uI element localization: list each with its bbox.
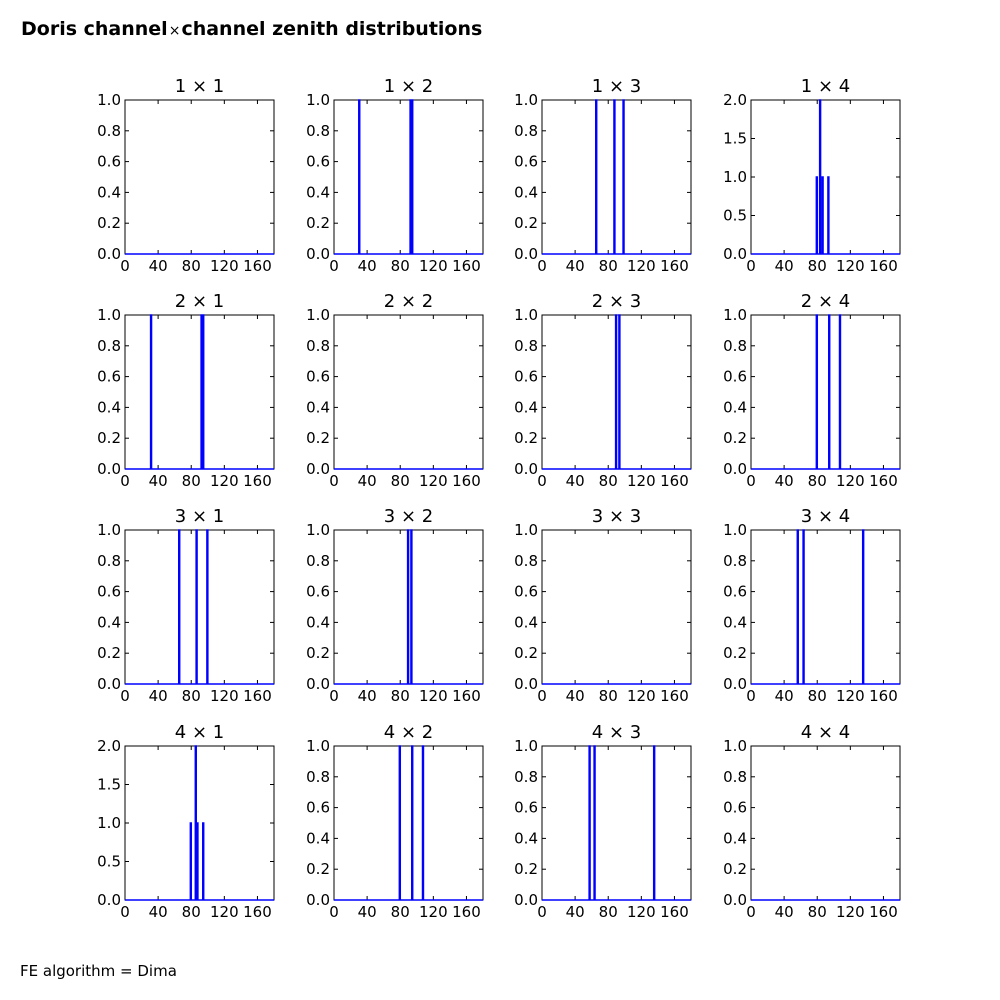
x-tick-label: 160 <box>660 903 689 921</box>
x-tick-label: 80 <box>598 472 618 490</box>
x-tick-label: 120 <box>627 687 656 705</box>
y-tick-label: 0.6 <box>306 367 330 386</box>
x-tick-label: 80 <box>598 903 618 921</box>
y-tick-label: 0.4 <box>306 183 330 202</box>
y-tick-label: 0.8 <box>306 767 330 786</box>
y-tick-label: 0.0 <box>514 891 538 909</box>
y-tick-label: 0.8 <box>306 121 330 140</box>
y-tick-label: 1.0 <box>97 814 121 832</box>
panel-2x3 <box>514 291 691 490</box>
panel-title: 2 × 3 <box>591 291 642 312</box>
x-tick-label: 40 <box>357 903 377 921</box>
x-tick-label: 160 <box>243 472 272 490</box>
histogram-series <box>125 746 274 900</box>
y-tick-label: 0.8 <box>514 336 538 355</box>
y-tick-label: 1.5 <box>97 775 121 794</box>
panel-4x2 <box>306 722 483 921</box>
x-tick-label: 160 <box>243 257 272 275</box>
x-tick-label: 120 <box>627 257 656 275</box>
histogram-series <box>751 315 900 469</box>
x-tick-label: 80 <box>181 257 201 275</box>
y-tick-label: 0.2 <box>97 429 121 448</box>
panel-title: 4 × 4 <box>800 722 851 743</box>
axes-frame <box>751 100 900 254</box>
y-tick-label: 0.4 <box>514 829 538 848</box>
x-tick-label: 120 <box>419 903 448 921</box>
x-tick-label: 160 <box>660 687 689 705</box>
y-tick-label: 0.0 <box>723 891 747 909</box>
panel-title: 3 × 2 <box>383 506 434 527</box>
x-tick-label: 80 <box>181 472 201 490</box>
x-tick-label: 40 <box>357 257 377 275</box>
y-tick-label: 0.8 <box>723 767 747 786</box>
panel-1x2 <box>306 76 483 275</box>
x-tick-label: 0 <box>537 903 547 921</box>
figure-title-part1: Doris channel <box>21 18 168 40</box>
axes-frame <box>751 746 900 900</box>
y-tick-label: 0.2 <box>723 429 747 448</box>
panel-title: 2 × 2 <box>383 291 434 312</box>
y-tick-label: 0.2 <box>97 214 121 233</box>
y-tick-label: 0.0 <box>306 245 330 263</box>
y-tick-label: 0.4 <box>97 398 121 417</box>
y-tick-label: 0.8 <box>723 551 747 570</box>
histogram-series <box>751 530 900 684</box>
y-tick-label: 0.4 <box>97 183 121 202</box>
panel-title: 3 × 4 <box>800 506 851 527</box>
x-tick-label: 120 <box>210 903 239 921</box>
histogram-series <box>125 530 274 684</box>
panel-3x1 <box>97 506 274 705</box>
y-tick-label: 0.2 <box>306 214 330 233</box>
x-tick-label: 0 <box>329 257 339 275</box>
y-tick-label: 0.5 <box>97 852 121 871</box>
x-tick-label: 0 <box>746 903 756 921</box>
y-tick-label: 0.0 <box>514 675 538 693</box>
x-tick-label: 40 <box>565 472 585 490</box>
x-tick-label: 160 <box>869 257 898 275</box>
y-tick-label: 0.8 <box>514 551 538 570</box>
figure-footer: FE algorithm = Dima <box>20 962 177 980</box>
x-tick-label: 80 <box>390 903 410 921</box>
y-tick-label: 0.4 <box>306 829 330 848</box>
y-tick-label: 0.4 <box>723 829 747 848</box>
histogram-series <box>751 100 900 254</box>
y-tick-label: 1.0 <box>97 521 121 539</box>
panel-3x3 <box>514 506 691 705</box>
x-tick-label: 120 <box>210 257 239 275</box>
y-tick-label: 1.0 <box>97 91 121 109</box>
x-tick-label: 40 <box>357 472 377 490</box>
panel-4x1 <box>97 722 274 921</box>
y-tick-label: 0.8 <box>723 336 747 355</box>
y-tick-label: 0.0 <box>306 675 330 693</box>
y-tick-label: 1.0 <box>723 306 747 324</box>
panel-2x1 <box>97 291 274 490</box>
x-tick-label: 120 <box>210 687 239 705</box>
x-tick-label: 40 <box>148 687 168 705</box>
y-tick-label: 0.6 <box>723 582 747 601</box>
x-tick-label: 80 <box>807 257 827 275</box>
y-tick-label: 1.0 <box>306 91 330 109</box>
histogram-series <box>334 530 483 684</box>
y-tick-label: 0.4 <box>723 398 747 417</box>
x-tick-label: 80 <box>390 687 410 705</box>
y-tick-label: 0.0 <box>514 460 538 478</box>
y-tick-label: 0.8 <box>514 767 538 786</box>
axes-frame <box>334 746 483 900</box>
panel-2x4 <box>723 291 900 490</box>
x-tick-label: 160 <box>869 903 898 921</box>
x-tick-label: 160 <box>660 257 689 275</box>
x-tick-label: 120 <box>836 472 865 490</box>
y-tick-label: 0.6 <box>306 798 330 817</box>
x-tick-label: 120 <box>836 257 865 275</box>
y-tick-label: 0.6 <box>97 152 121 171</box>
y-tick-label: 1.0 <box>97 306 121 324</box>
y-tick-label: 0.8 <box>306 336 330 355</box>
x-tick-label: 0 <box>329 903 339 921</box>
x-tick-label: 40 <box>148 472 168 490</box>
panel-1x1 <box>97 76 274 275</box>
x-tick-label: 120 <box>627 472 656 490</box>
x-tick-label: 80 <box>390 257 410 275</box>
y-tick-label: 0.2 <box>514 214 538 233</box>
y-tick-label: 0.6 <box>514 582 538 601</box>
y-tick-label: 1.0 <box>514 737 538 755</box>
x-tick-label: 120 <box>836 903 865 921</box>
y-tick-label: 0.4 <box>514 183 538 202</box>
x-tick-label: 160 <box>869 472 898 490</box>
x-tick-label: 160 <box>243 903 272 921</box>
x-tick-label: 40 <box>148 257 168 275</box>
x-tick-label: 0 <box>537 472 547 490</box>
y-tick-label: 0.8 <box>306 551 330 570</box>
x-tick-label: 80 <box>807 687 827 705</box>
x-tick-label: 80 <box>390 472 410 490</box>
x-tick-label: 160 <box>869 687 898 705</box>
x-tick-label: 120 <box>419 257 448 275</box>
y-tick-label: 0.4 <box>723 613 747 632</box>
panel-3x4 <box>723 506 900 705</box>
panel-title: 3 × 3 <box>591 506 642 527</box>
x-tick-label: 0 <box>746 472 756 490</box>
panel-title: 4 × 2 <box>383 722 434 743</box>
x-tick-label: 160 <box>243 687 272 705</box>
y-tick-label: 0.4 <box>514 613 538 632</box>
x-tick-label: 120 <box>836 687 865 705</box>
axes-frame <box>542 530 691 684</box>
x-tick-label: 80 <box>807 472 827 490</box>
x-tick-label: 40 <box>148 903 168 921</box>
panel-title: 4 × 3 <box>591 722 642 743</box>
y-tick-label: 0.6 <box>514 152 538 171</box>
y-tick-label: 1.0 <box>306 737 330 755</box>
axes-frame <box>125 530 274 684</box>
y-tick-label: 1.0 <box>723 521 747 539</box>
y-tick-label: 0.8 <box>97 336 121 355</box>
axes-frame <box>125 746 274 900</box>
y-tick-label: 1.0 <box>514 91 538 109</box>
y-tick-label: 0.2 <box>514 429 538 448</box>
panel-title: 3 × 1 <box>174 506 225 527</box>
x-tick-label: 80 <box>598 257 618 275</box>
y-tick-label: 0.0 <box>723 460 747 478</box>
figure-title-part2: channel zenith distributions <box>181 18 483 40</box>
y-tick-label: 0.2 <box>723 644 747 663</box>
histogram-series <box>542 746 691 900</box>
y-tick-label: 0.6 <box>514 798 538 817</box>
panel-1x3 <box>514 76 691 275</box>
axes-frame <box>751 530 900 684</box>
x-tick-label: 40 <box>774 472 794 490</box>
x-tick-label: 160 <box>452 257 481 275</box>
axes-frame <box>542 100 691 254</box>
panel-title: 2 × 1 <box>174 291 225 312</box>
histogram-series <box>542 100 691 254</box>
x-tick-label: 80 <box>181 687 201 705</box>
axes-frame <box>751 315 900 469</box>
y-tick-label: 0.2 <box>514 644 538 663</box>
x-tick-label: 160 <box>452 687 481 705</box>
y-tick-label: 0.6 <box>723 367 747 386</box>
x-tick-label: 40 <box>774 687 794 705</box>
y-tick-label: 0.6 <box>514 367 538 386</box>
x-tick-label: 120 <box>419 472 448 490</box>
x-tick-label: 80 <box>181 903 201 921</box>
y-tick-label: 0.4 <box>514 398 538 417</box>
x-tick-label: 0 <box>537 687 547 705</box>
y-tick-label: 0.0 <box>514 245 538 263</box>
y-tick-label: 1.5 <box>723 129 747 148</box>
x-tick-label: 120 <box>627 903 656 921</box>
x-tick-label: 40 <box>774 257 794 275</box>
histogram-series <box>334 746 483 900</box>
y-tick-label: 0.0 <box>97 460 121 478</box>
x-tick-label: 0 <box>746 687 756 705</box>
y-tick-label: 0.0 <box>723 245 747 263</box>
y-tick-label: 0.2 <box>723 860 747 879</box>
x-tick-label: 80 <box>807 903 827 921</box>
x-tick-label: 40 <box>565 903 585 921</box>
y-tick-label: 0.2 <box>514 860 538 879</box>
x-tick-label: 0 <box>746 257 756 275</box>
y-tick-label: 2.0 <box>723 91 747 109</box>
y-tick-label: 0.4 <box>306 398 330 417</box>
x-tick-label: 40 <box>565 687 585 705</box>
y-tick-label: 1.0 <box>514 521 538 539</box>
y-tick-label: 0.2 <box>97 644 121 663</box>
panel-title: 2 × 4 <box>800 291 851 312</box>
x-tick-label: 0 <box>120 257 130 275</box>
x-tick-label: 120 <box>210 472 239 490</box>
y-tick-label: 0.6 <box>723 798 747 817</box>
y-tick-label: 0.0 <box>97 891 121 909</box>
x-tick-label: 80 <box>598 687 618 705</box>
y-tick-label: 0.0 <box>306 891 330 909</box>
x-tick-label: 40 <box>774 903 794 921</box>
y-tick-label: 0.0 <box>723 675 747 693</box>
axes-frame <box>334 315 483 469</box>
x-tick-label: 40 <box>565 257 585 275</box>
y-tick-label: 0.4 <box>306 613 330 632</box>
x-tick-label: 0 <box>537 257 547 275</box>
histogram-series <box>125 315 274 469</box>
y-tick-label: 0.2 <box>306 860 330 879</box>
y-tick-label: 1.0 <box>306 306 330 324</box>
x-tick-label: 0 <box>120 472 130 490</box>
axes-frame <box>125 100 274 254</box>
axes-frame <box>125 315 274 469</box>
y-tick-label: 0.6 <box>97 582 121 601</box>
x-tick-label: 160 <box>660 472 689 490</box>
axes-frame <box>334 100 483 254</box>
y-tick-label: 1.0 <box>306 521 330 539</box>
y-tick-label: 0.6 <box>306 582 330 601</box>
figure-title-times: × <box>168 23 181 39</box>
x-tick-label: 120 <box>419 687 448 705</box>
axes-frame <box>542 746 691 900</box>
histogram-series <box>334 100 483 254</box>
x-tick-label: 0 <box>329 687 339 705</box>
histogram-series <box>542 315 691 469</box>
panel-1x4 <box>723 76 900 275</box>
y-tick-label: 0.4 <box>97 613 121 632</box>
y-tick-label: 1.0 <box>723 168 747 186</box>
y-tick-label: 0.0 <box>306 460 330 478</box>
y-tick-label: 2.0 <box>97 737 121 755</box>
panel-title: 1 × 1 <box>174 76 225 97</box>
x-tick-label: 40 <box>357 687 377 705</box>
x-tick-label: 160 <box>452 903 481 921</box>
y-tick-label: 0.6 <box>97 367 121 386</box>
panel-title: 4 × 1 <box>174 722 225 743</box>
x-tick-label: 160 <box>452 472 481 490</box>
y-tick-label: 0.0 <box>97 245 121 263</box>
x-tick-label: 0 <box>120 687 130 705</box>
panel-title: 1 × 2 <box>383 76 434 97</box>
y-tick-label: 0.2 <box>306 644 330 663</box>
y-tick-label: 0.0 <box>97 675 121 693</box>
y-tick-label: 1.0 <box>514 306 538 324</box>
y-tick-label: 0.8 <box>97 551 121 570</box>
y-tick-label: 0.2 <box>306 429 330 448</box>
x-tick-label: 0 <box>120 903 130 921</box>
y-tick-label: 0.5 <box>723 206 747 225</box>
panel-title: 1 × 4 <box>800 76 851 97</box>
panel-2x2 <box>306 291 483 490</box>
panel-title: 1 × 3 <box>591 76 642 97</box>
panel-4x4 <box>723 722 900 921</box>
panel-4x3 <box>514 722 691 921</box>
x-tick-label: 0 <box>329 472 339 490</box>
y-tick-label: 0.6 <box>306 152 330 171</box>
y-tick-label: 0.8 <box>514 121 538 140</box>
panel-3x2 <box>306 506 483 705</box>
y-tick-label: 0.8 <box>97 121 121 140</box>
y-tick-label: 1.0 <box>723 737 747 755</box>
